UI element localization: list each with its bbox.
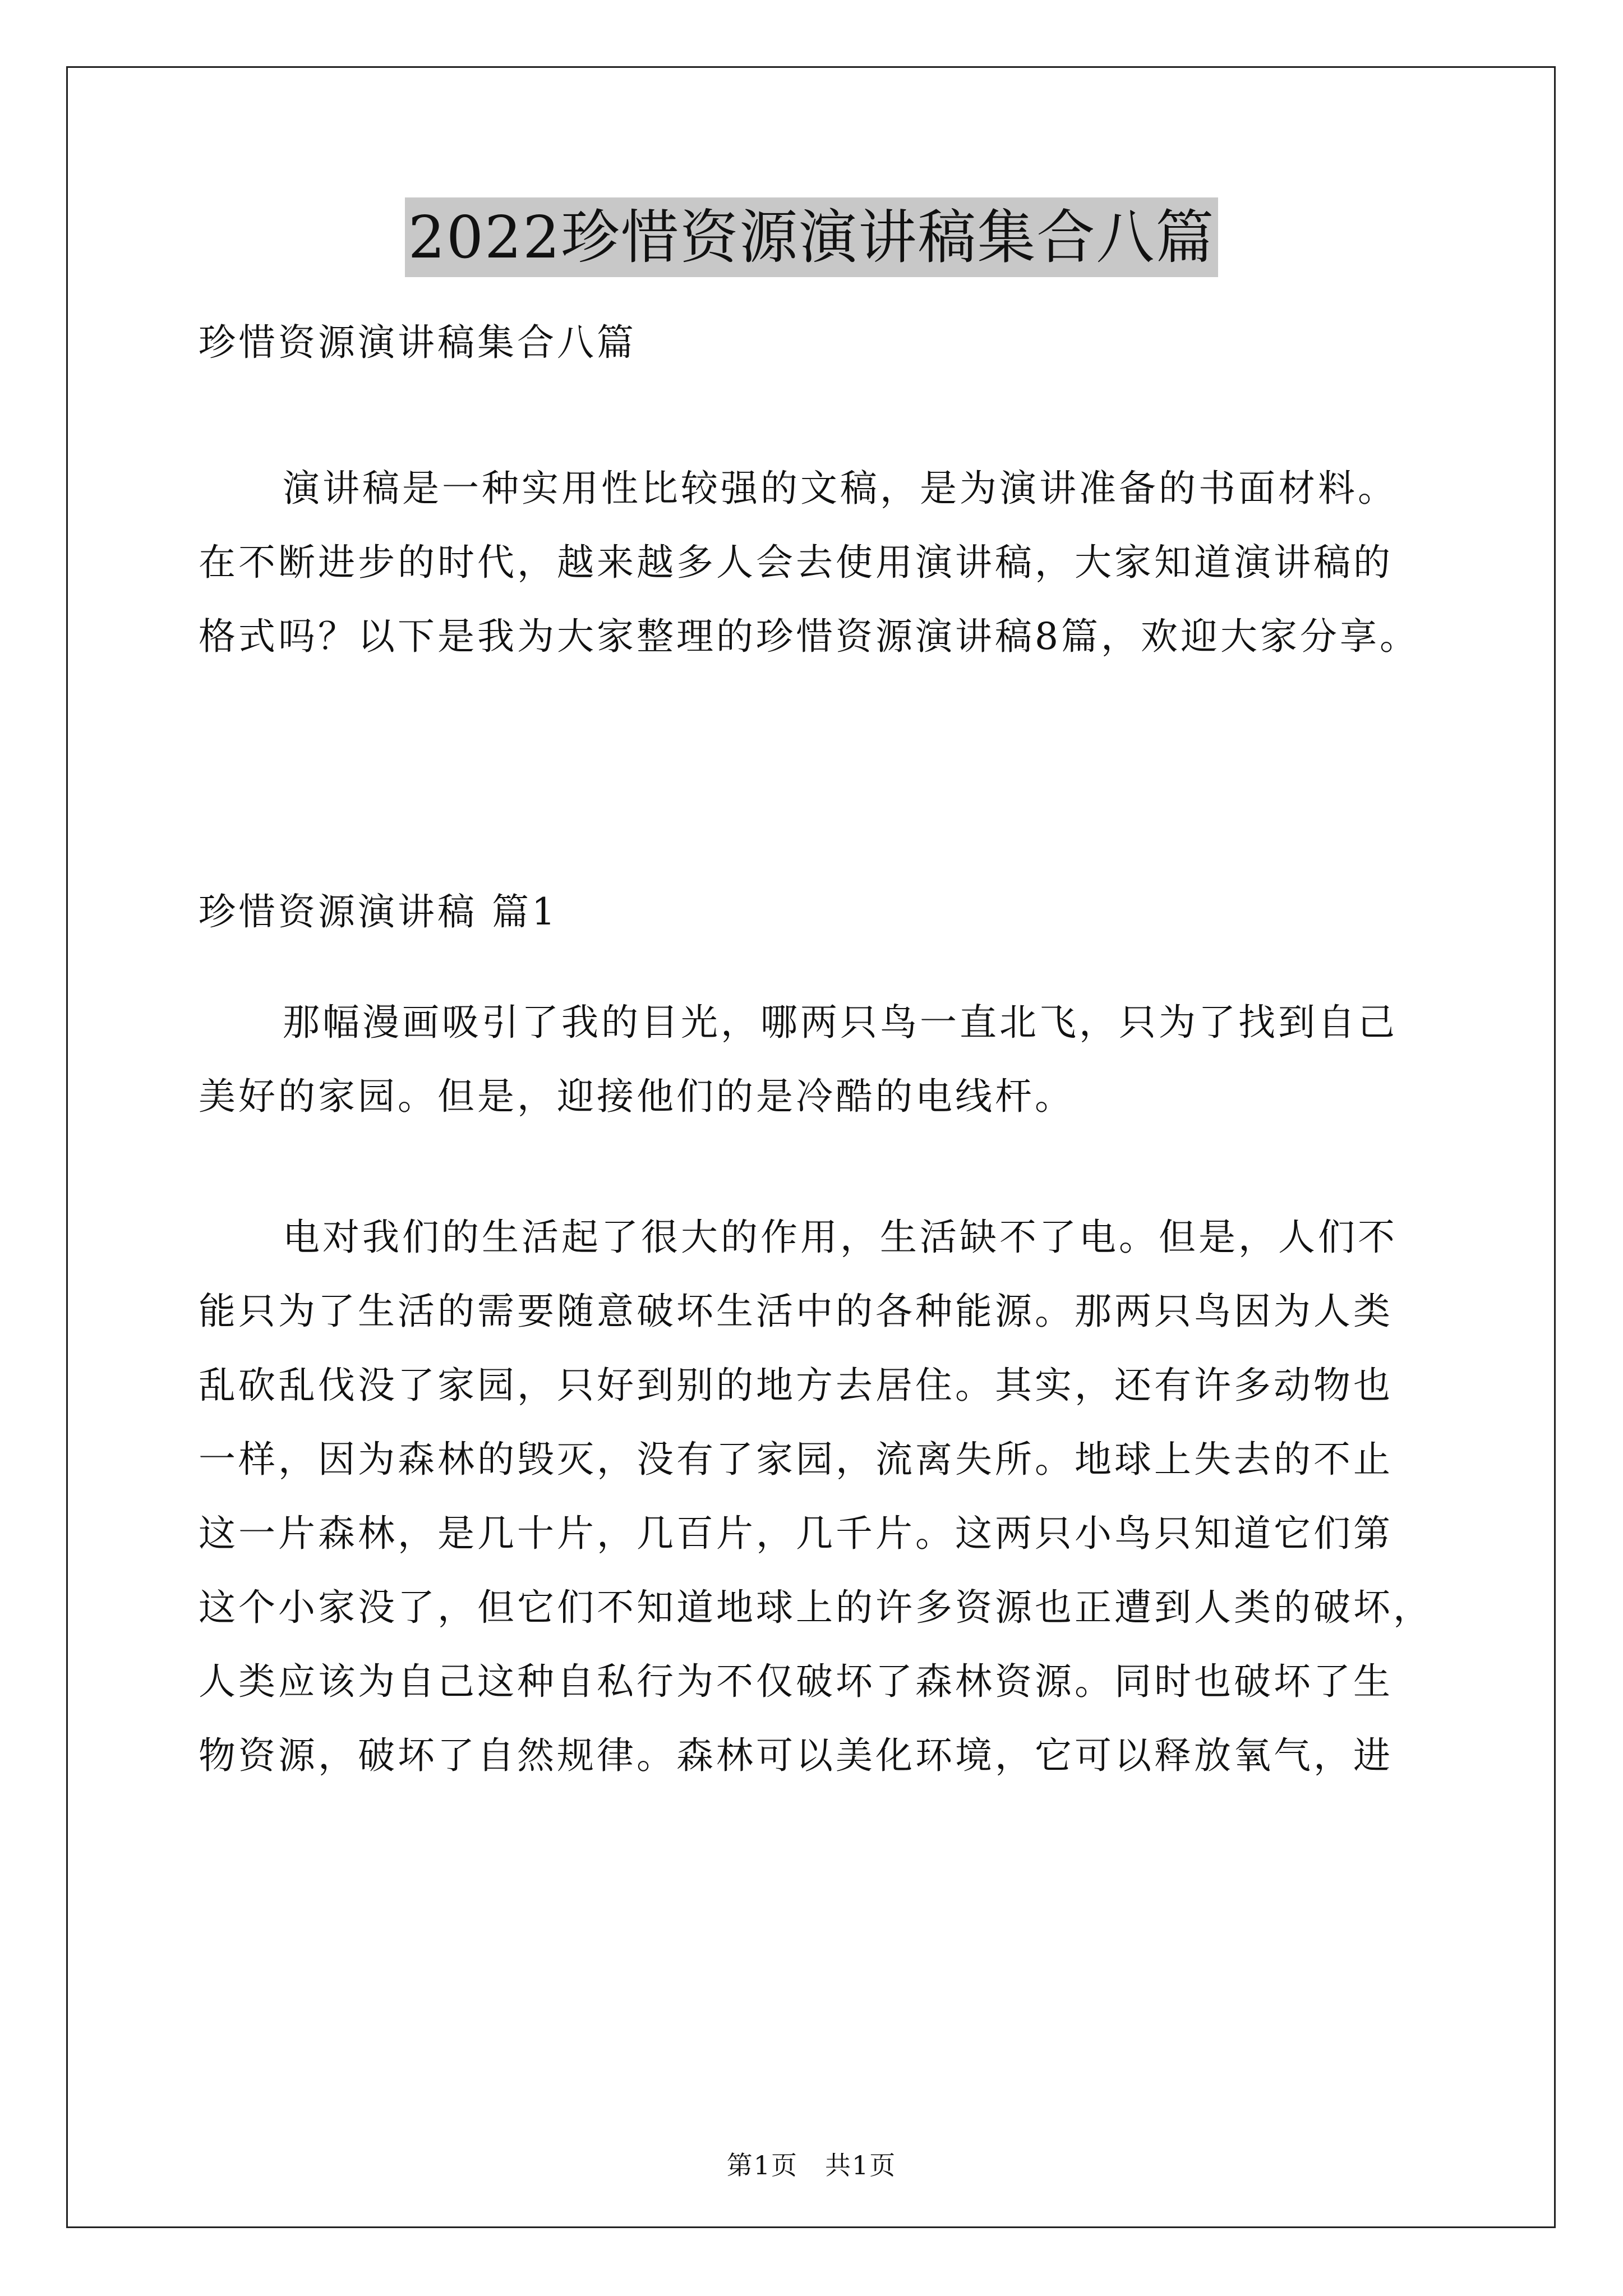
- paragraph-line: 一样，因为森林的毁灭，没有了家园，流离失所。地球上失去的不止: [199, 1438, 1393, 1481]
- paragraph-2: [199, 1200, 1432, 1793]
- paragraph-line: 这个小家没了，但它们不知道地球上的许多资源也正遭到人类的破坏，: [199, 1586, 1433, 1629]
- page-footer: 第1页 共1页: [726, 2150, 897, 2180]
- paragraph-line: 那幅漫画吸引了我的目光，哪两只鸟一直北飞，只为了找到自己: [283, 1001, 1398, 1044]
- intro-line: 在不断进步的时代，越来越多人会去使用演讲稿，大家知道演讲稿的: [199, 541, 1393, 584]
- document-subtitle: 珍惜资源演讲稿集合八篇: [199, 321, 637, 364]
- title-wrap: [0, 197, 1623, 277]
- paragraph-line: 能只为了生活的需要随意破坏生活中的各种能源。那两只鸟因为人类: [199, 1290, 1393, 1333]
- intro-line: 格式吗？以下是我为大家整理的珍惜资源演讲稿8篇，欢迎大家分享。: [199, 615, 1419, 658]
- paragraph-line: 人类应该为自己这种自私行为不仅破坏了森林资源。同时也破坏了生: [199, 1660, 1393, 1703]
- section-heading: 珍惜资源演讲稿 篇1: [199, 890, 558, 933]
- paragraph-line: 美好的家园。但是，迎接他们的是冷酷的电线杆。: [199, 1075, 1075, 1118]
- intro-paragraph: [199, 452, 1432, 674]
- paragraph-line: 电对我们的生活起了很大的作用，生活缺不了电。但是，人们不: [283, 1216, 1398, 1259]
- paragraph-1: [199, 986, 1432, 1134]
- page-border: [66, 66, 1556, 2228]
- paragraph-line: 这一片森林，是几十片，几百片，几千片。这两只小鸟只知道它们第: [199, 1512, 1393, 1555]
- intro-line: 演讲稿是一种实用性比较强的文稿，是为演讲准备的书面材料。: [283, 467, 1398, 510]
- paragraph-line: 乱砍乱伐没了家园，只好到别的地方去居住。其实，还有许多动物也: [199, 1364, 1393, 1407]
- document-title: 2022珍惜资源演讲稿集合八篇: [405, 197, 1219, 277]
- paragraph-line: 物资源，破坏了自然规律。森林可以美化环境，它可以释放氧气，进: [199, 1734, 1393, 1777]
